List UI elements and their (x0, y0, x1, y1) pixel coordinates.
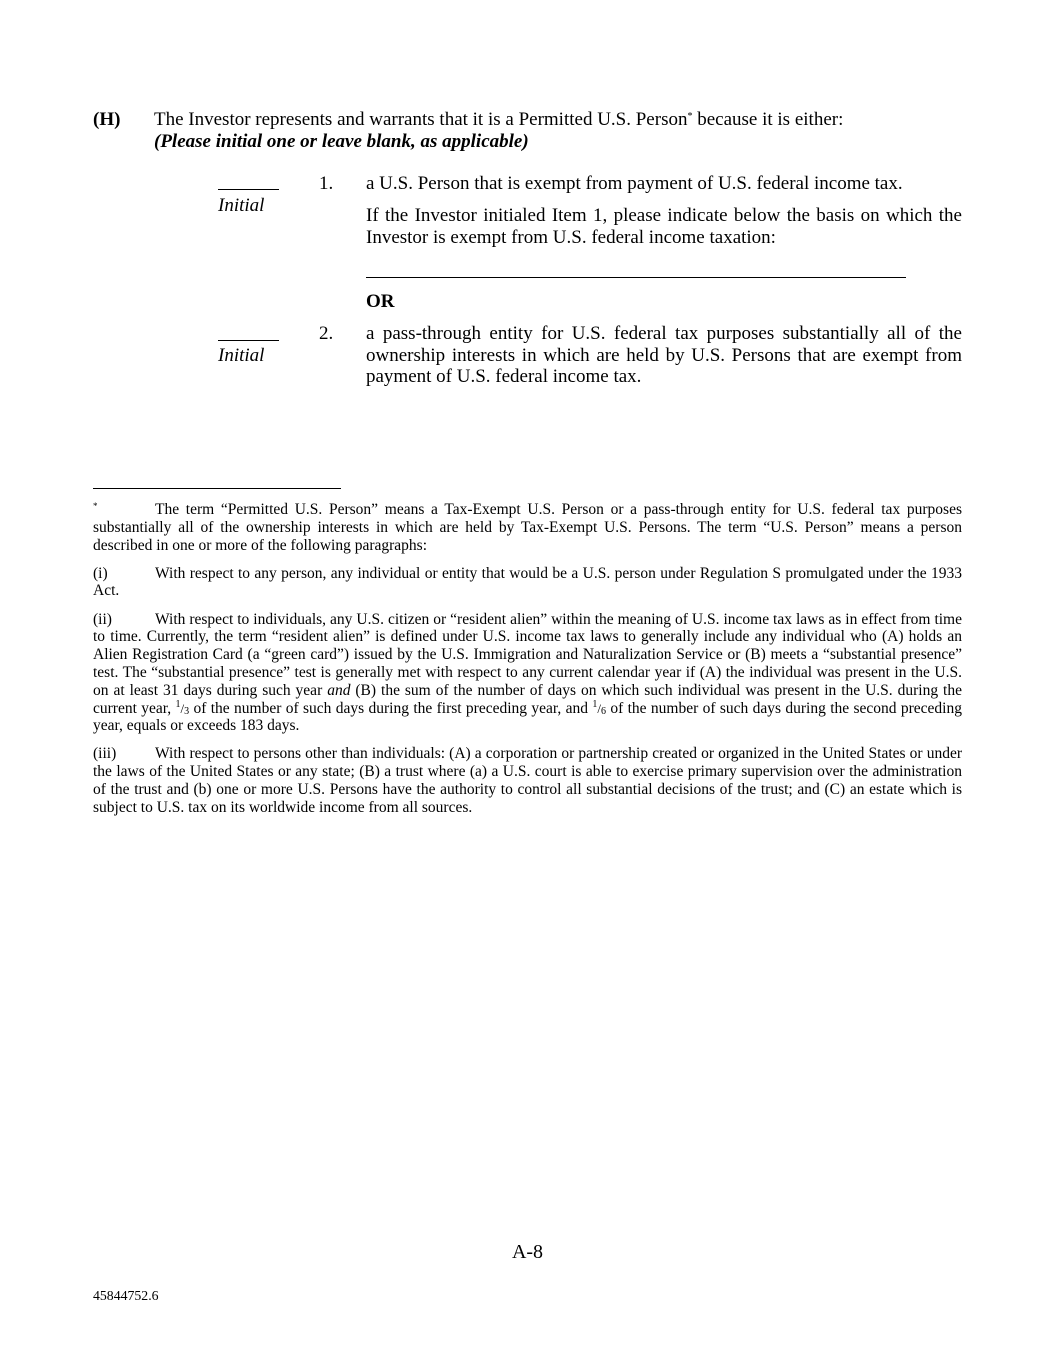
section-h-heading (93, 109, 962, 152)
footnotes (93, 501, 962, 827)
footnote-paragraph-text: With respect to persons other than individuals: (A) a corporation or partnership created or organized in the United States or under the laws of the United States or any state; (B) a trust where (a) a U.S. court is able to exercise primary supervision over the administration of the trust and (b) one or more U.S. Persons have the authority to control all substantial decisions of the trust; and (C) an estate which is subject to U.S. tax on its worldwide income from all sources. (93, 745, 962, 816)
footnote-marker-label (93, 501, 155, 519)
footnote-definition-text: The term “Permitted U.S. Person” means a Tax-Exempt U.S. Person or a pass-through entity for U.S. federal tax purposes substantially all of the ownership interests in which are held by Tax-Exempt U.S. Persons. The term “U.S. Person” means a person described in one or more of the following paragraphs: (93, 501, 962, 554)
footnote-marker: * (93, 501, 98, 512)
footnote-paragraph-text: of the number of such days during the second preceding year, equals or exceeds 183 days. (93, 699, 962, 735)
exemption-basis-field[interactable] (366, 277, 906, 278)
section-intro-text: The Investor represents and warrants that it is a Permitted U.S. Person (154, 109, 688, 130)
fraction-denominator: 3 (184, 705, 190, 717)
initial-label-1: Initial (218, 195, 265, 216)
footnote-definition (93, 501, 962, 554)
footnote-paragraph-text: With respect to any person, any individual or entity that would be a U.S. person under Regulation S promulgated under the 1933 Act. (93, 564, 962, 600)
fraction-one-sixth (592, 700, 606, 717)
document-id: 45844752.6 (93, 1288, 159, 1303)
option-number-2: 2. (319, 323, 334, 344)
initial-blank-2[interactable] (218, 340, 279, 341)
footnote-paragraph-iii (93, 745, 962, 816)
page-number: A-8 (511, 1241, 544, 1263)
fraction-numerator: 1 (175, 699, 181, 711)
footnote-paragraph-label: (ii) (93, 610, 112, 628)
footnote-paragraph-text: of the number of such days during the first preceding year, and (189, 699, 593, 717)
footnote-divider (93, 488, 341, 489)
footnote-paragraph-text: (B) the sum of the number of days on which such individual was present in the U.S. during the current year, (93, 681, 962, 717)
or-separator: OR (366, 291, 395, 312)
emphasized-word: and (327, 681, 351, 699)
fraction-one-third (176, 700, 190, 717)
fraction-denominator: 6 (601, 705, 607, 717)
footnote-paragraph-i (93, 565, 962, 601)
fraction-slash: / (597, 700, 602, 716)
option-followup-text-1: If the Investor initialed Item 1, please indicate below the basis on which the Investor is exempt from U.S. federal income taxation: (366, 205, 962, 248)
option-text-1: a U.S. Person that is exempt from payment of U.S. federal income tax. (366, 173, 903, 194)
initial-blank-1[interactable] (218, 189, 279, 190)
fraction-numerator: 1 (592, 699, 598, 711)
option-number-1: 1. (319, 173, 334, 194)
section-instruction: (Please initial one or leave blank, as applicable) (154, 130, 529, 152)
option-text-2: a pass-through entity for U.S. federal tax purposes substantially all of the ownership interests in which are held by U.S. Persons that are exempt from payment of U.S. federal income tax. (366, 323, 962, 387)
section-h-statement (93, 109, 962, 131)
footnote-paragraph-ii (93, 611, 962, 736)
section-label: (H) (93, 109, 121, 130)
footnote-paragraph-label: (i) (93, 564, 108, 582)
footnote-reference-marker: * (687, 111, 693, 122)
section-intro-text-end: because it is either: (692, 109, 844, 130)
footnote-paragraph-text: With respect to individuals, any U.S. citizen or “resident alien” within the meaning of U.S. income tax laws as in effect from time to time. Currently, the term “resident alien” is defined under U.S. income tax laws to generally include any individual who (A) holds an Alien Registration Card (a “green card”) issued by the U.S. Immigration and Naturalization Service or (B) meets a “substantial presence” test. The “substantial presence” test is generally met with respect to any current calendar year if (A) the individual was present in the U.S. on at least 31 days during such year (93, 610, 962, 699)
initial-label-2: Initial (218, 345, 265, 366)
footnote-paragraph-label: (iii) (93, 745, 117, 763)
fraction-slash: / (180, 700, 185, 716)
